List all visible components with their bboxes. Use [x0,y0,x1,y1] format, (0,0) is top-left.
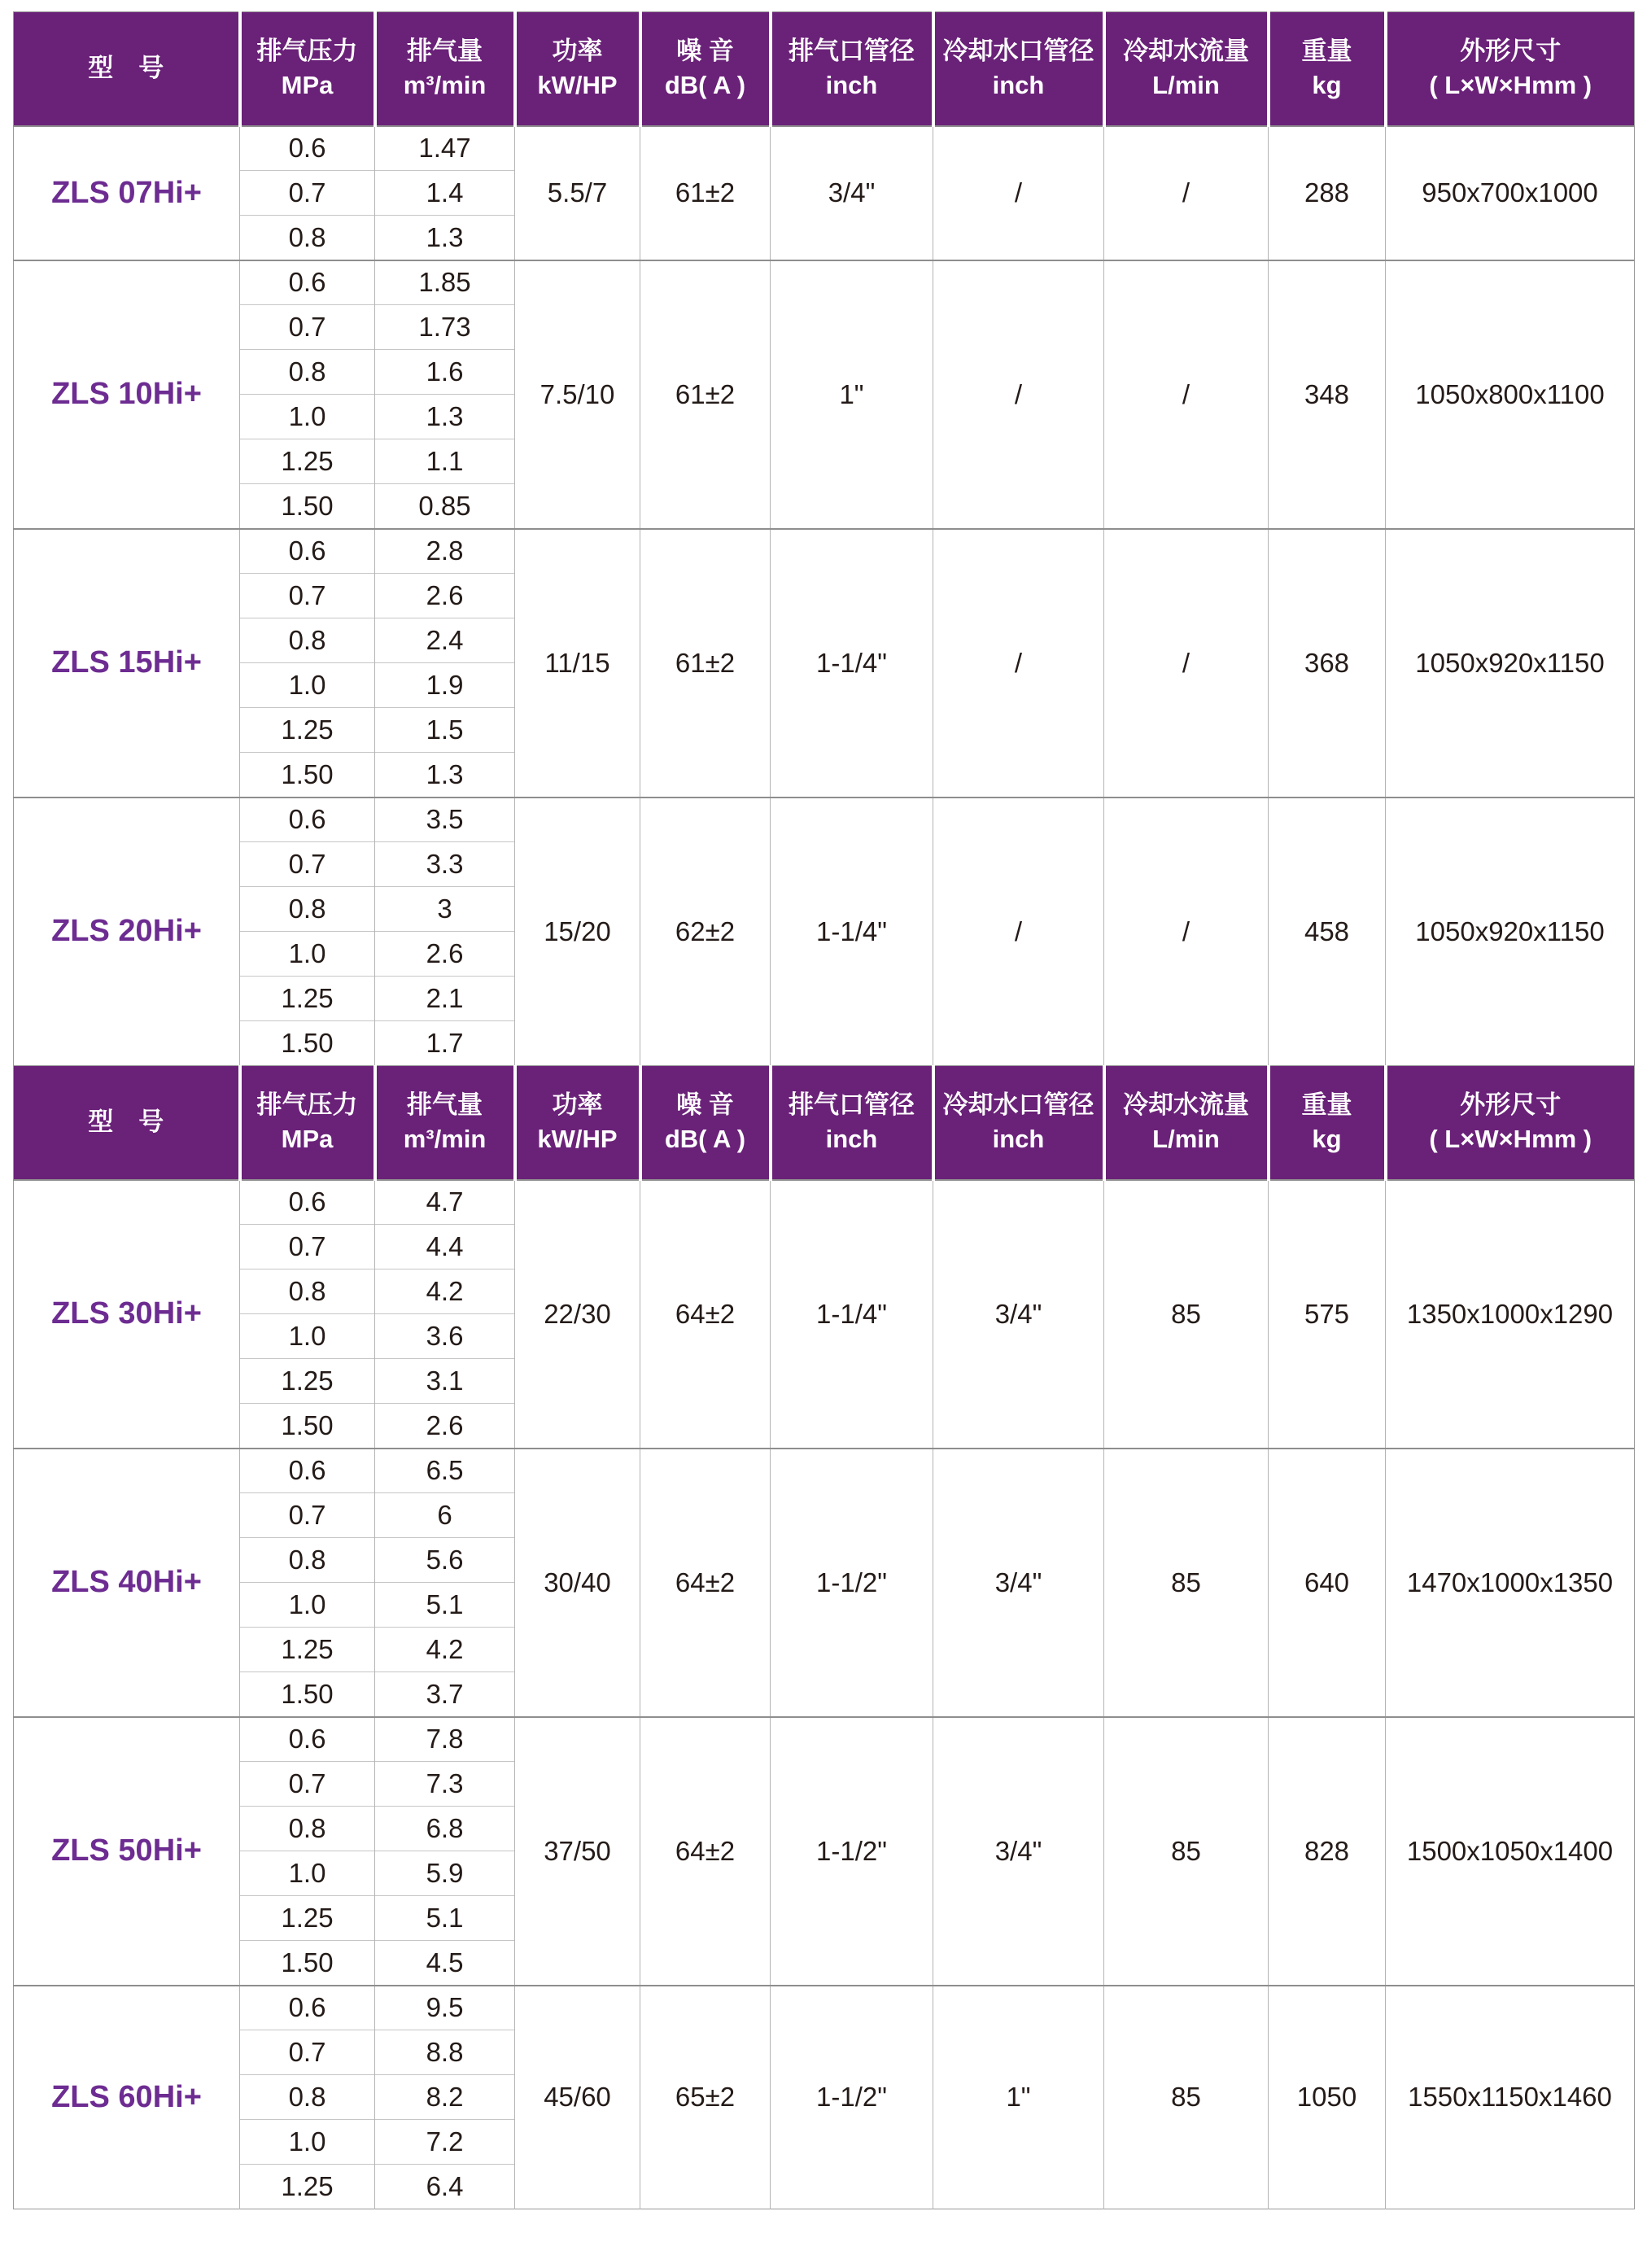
volume-value: 6.4 [375,2165,515,2209]
header-dimensions [1386,12,1635,126]
pressure-value: 0.7 [240,305,375,350]
pressure-value: 0.8 [240,1807,375,1851]
header-model [14,1066,240,1180]
noise-value: 61±2 [640,126,771,260]
volume-value: 2.8 [375,529,515,574]
noise-value: 61±2 [640,260,771,529]
header-pressure [240,12,375,126]
header-coolant-port-unit: inch [992,1125,1045,1154]
pressure-value: 1.25 [240,708,375,753]
header-model-label: 型 号 [88,1108,164,1137]
table-row [14,260,1635,305]
pressure-value: 1.0 [240,1583,375,1628]
header-power-unit: kW/HP [537,71,618,100]
coolant-port-value: / [933,798,1104,1066]
header-coolant-flow-unit: L/min [1152,71,1220,100]
header-weight-unit: kg [1312,1125,1342,1154]
model-name: ZLS 40Hi+ [14,1449,240,1717]
coolant-flow-value: / [1104,798,1269,1066]
header-volume-unit: m³/min [403,1125,487,1154]
coolant-port-value: 3/4" [933,1449,1104,1717]
model-name: ZLS 30Hi+ [14,1180,240,1449]
table-row [14,798,1635,842]
weight-value: 368 [1269,529,1386,798]
pressure-value: 1.0 [240,1314,375,1359]
pressure-value: 0.8 [240,618,375,663]
header-pressure-unit: MPa [281,71,334,100]
volume-value: 6 [375,1493,515,1538]
volume-value: 3.5 [375,798,515,842]
dimensions-value: 950x700x1000 [1386,126,1635,260]
volume-value: 8.8 [375,2030,515,2075]
table-row [14,529,1635,574]
model-name: ZLS 50Hi+ [14,1717,240,1986]
power-value: 7.5/10 [515,260,640,529]
pressure-value: 1.25 [240,1628,375,1672]
noise-value: 65±2 [640,1986,771,2209]
power-value: 45/60 [515,1986,640,2209]
pressure-value: 0.6 [240,798,375,842]
volume-value: 7.8 [375,1717,515,1762]
spec-table [13,11,1635,2209]
volume-value: 1.6 [375,350,515,395]
pressure-value: 0.7 [240,1225,375,1269]
volume-value: 8.2 [375,2075,515,2120]
header-noise-unit: dB( A ) [664,71,746,100]
pressure-value: 0.8 [240,2075,375,2120]
header-power-title: 功率 [552,1090,603,1120]
pressure-value: 0.7 [240,171,375,216]
weight-value: 288 [1269,126,1386,260]
header-outlet-pipe-unit: inch [825,71,878,100]
header-coolant-port-title: 冷却水口管径 [942,37,1094,66]
model-name: ZLS 60Hi+ [14,1986,240,2209]
pressure-value: 1.0 [240,663,375,708]
table-row [14,126,1635,171]
header-coolant-flow-title: 冷却水流量 [1123,1090,1249,1120]
header-pressure-title: 排气压力 [256,1090,358,1120]
volume-value: 3.3 [375,842,515,887]
header-weight [1269,1066,1386,1180]
table-header-row [14,1066,1635,1180]
volume-value: 2.6 [375,932,515,977]
pressure-value: 1.50 [240,484,375,529]
header-power [515,1066,640,1180]
volume-value: 3.6 [375,1314,515,1359]
noise-value: 64±2 [640,1449,771,1717]
weight-value: 640 [1269,1449,1386,1717]
pressure-value: 1.25 [240,1359,375,1404]
volume-value: 4.2 [375,1269,515,1314]
pressure-value: 1.50 [240,1672,375,1717]
volume-value: 5.9 [375,1851,515,1896]
header-dimensions-title: 外形尺寸 [1460,37,1562,66]
pressure-value: 1.50 [240,1941,375,1986]
volume-value: 9.5 [375,1986,515,2030]
power-value: 5.5/7 [515,126,640,260]
pressure-value: 0.8 [240,216,375,260]
noise-value: 64±2 [640,1717,771,1986]
dimensions-value: 1350x1000x1290 [1386,1180,1635,1449]
outlet-pipe-value: 1-1/2" [771,1449,933,1717]
header-volume-title: 排气量 [407,1090,483,1120]
pressure-value: 1.0 [240,932,375,977]
pressure-value: 0.8 [240,1538,375,1583]
header-pressure-unit: MPa [281,1125,334,1154]
table-row [14,1986,1635,2030]
volume-value: 3.7 [375,1672,515,1717]
pressure-value: 0.6 [240,1180,375,1225]
header-dimensions-title: 外形尺寸 [1460,1090,1562,1120]
coolant-flow-value: 85 [1104,1986,1269,2209]
pressure-value: 1.0 [240,2120,375,2165]
volume-value: 1.85 [375,260,515,305]
pressure-value: 1.50 [240,1404,375,1449]
pressure-value: 0.6 [240,529,375,574]
noise-value: 64±2 [640,1180,771,1449]
volume-value: 4.2 [375,1628,515,1672]
pressure-value: 1.50 [240,753,375,798]
header-noise [640,1066,771,1180]
power-value: 37/50 [515,1717,640,1986]
header-pressure [240,1066,375,1180]
table-row [14,1449,1635,1493]
header-outlet-pipe [771,12,933,126]
pressure-value: 1.0 [240,1851,375,1896]
header-dimensions [1386,1066,1635,1180]
power-value: 30/40 [515,1449,640,1717]
volume-value: 2.1 [375,977,515,1021]
volume-value: 0.85 [375,484,515,529]
volume-value: 3 [375,887,515,932]
header-outlet-pipe-title: 排气口管径 [789,37,915,66]
pressure-value: 0.6 [240,126,375,171]
coolant-flow-value: 85 [1104,1449,1269,1717]
coolant-flow-value: / [1104,126,1269,260]
pressure-value: 0.7 [240,842,375,887]
model-name: ZLS 15Hi+ [14,529,240,798]
header-coolant-port [933,12,1104,126]
pressure-value: 0.8 [240,1269,375,1314]
pressure-value: 1.0 [240,395,375,439]
outlet-pipe-value: 1-1/4" [771,529,933,798]
volume-value: 1.3 [375,753,515,798]
pressure-value: 0.8 [240,350,375,395]
weight-value: 1050 [1269,1986,1386,2209]
coolant-port-value: / [933,260,1104,529]
header-dimensions-unit: ( L×W×Hmm ) [1429,71,1592,100]
volume-value: 7.2 [375,2120,515,2165]
pressure-value: 0.7 [240,1493,375,1538]
header-pressure-title: 排气压力 [256,37,358,66]
power-value: 11/15 [515,529,640,798]
outlet-pipe-value: 1-1/4" [771,798,933,1066]
header-dimensions-unit: ( L×W×Hmm ) [1429,1125,1592,1154]
dimensions-value: 1470x1000x1350 [1386,1449,1635,1717]
model-name: ZLS 20Hi+ [14,798,240,1066]
volume-value: 4.5 [375,1941,515,1986]
outlet-pipe-value: 1-1/2" [771,1986,933,2209]
header-volume [375,12,515,126]
volume-value: 5.1 [375,1583,515,1628]
pressure-value: 1.25 [240,1896,375,1941]
weight-value: 575 [1269,1180,1386,1449]
weight-value: 458 [1269,798,1386,1066]
dimensions-value: 1550x1150x1460 [1386,1986,1635,2209]
coolant-port-value: 3/4" [933,1717,1104,1986]
header-coolant-port-unit: inch [992,71,1045,100]
header-coolant-flow [1104,1066,1269,1180]
dimensions-value: 1050x800x1100 [1386,260,1635,529]
pressure-value: 0.7 [240,574,375,618]
table-row [14,1180,1635,1225]
volume-value: 1.47 [375,126,515,171]
volume-value: 1.9 [375,663,515,708]
coolant-port-value: / [933,529,1104,798]
noise-value: 61±2 [640,529,771,798]
outlet-pipe-value: 1" [771,260,933,529]
table-header-row [14,12,1635,126]
header-weight-title: 重量 [1301,37,1352,66]
header-noise-unit: dB( A ) [664,1125,746,1154]
outlet-pipe-value: 1-1/2" [771,1717,933,1986]
pressure-value: 1.50 [240,1021,375,1066]
volume-value: 1.1 [375,439,515,484]
header-weight [1269,12,1386,126]
volume-value: 2.6 [375,1404,515,1449]
power-value: 15/20 [515,798,640,1066]
power-value: 22/30 [515,1180,640,1449]
header-noise-title: 噪 音 [676,37,734,66]
header-model-label: 型 号 [88,54,164,83]
pressure-value: 1.25 [240,439,375,484]
header-coolant-flow [1104,12,1269,126]
header-coolant-port [933,1066,1104,1180]
coolant-flow-value: 85 [1104,1180,1269,1449]
header-weight-unit: kg [1312,71,1342,100]
model-name: ZLS 07Hi+ [14,126,240,260]
pressure-value: 0.6 [240,1449,375,1493]
coolant-flow-value: 85 [1104,1717,1269,1986]
header-volume [375,1066,515,1180]
pressure-value: 1.25 [240,2165,375,2209]
header-weight-title: 重量 [1301,1090,1352,1120]
volume-value: 4.4 [375,1225,515,1269]
pressure-value: 0.6 [240,260,375,305]
header-noise [640,12,771,126]
pressure-value: 1.25 [240,977,375,1021]
dimensions-value: 1050x920x1150 [1386,529,1635,798]
header-model [14,12,240,126]
coolant-flow-value: / [1104,529,1269,798]
pressure-value: 0.7 [240,1762,375,1807]
volume-value: 1.3 [375,395,515,439]
volume-value: 1.3 [375,216,515,260]
volume-value: 1.5 [375,708,515,753]
coolant-port-value: / [933,126,1104,260]
coolant-flow-value: / [1104,260,1269,529]
volume-value: 4.7 [375,1180,515,1225]
outlet-pipe-value: 1-1/4" [771,1180,933,1449]
volume-value: 7.3 [375,1762,515,1807]
coolant-port-value: 3/4" [933,1180,1104,1449]
header-volume-unit: m³/min [403,71,487,100]
dimensions-value: 1050x920x1150 [1386,798,1635,1066]
pressure-value: 0.6 [240,1717,375,1762]
header-outlet-pipe-title: 排气口管径 [789,1090,915,1120]
volume-value: 1.4 [375,171,515,216]
header-outlet-pipe-unit: inch [825,1125,878,1154]
outlet-pipe-value: 3/4" [771,126,933,260]
weight-value: 828 [1269,1717,1386,1986]
header-power-title: 功率 [552,37,603,66]
volume-value: 2.4 [375,618,515,663]
volume-value: 5.1 [375,1896,515,1941]
header-coolant-flow-unit: L/min [1152,1125,1220,1154]
pressure-value: 0.7 [240,2030,375,2075]
volume-value: 6.8 [375,1807,515,1851]
header-noise-title: 噪 音 [676,1090,734,1120]
table-row [14,1717,1635,1762]
volume-value: 1.7 [375,1021,515,1066]
header-power [515,12,640,126]
weight-value: 348 [1269,260,1386,529]
volume-value: 1.73 [375,305,515,350]
header-power-unit: kW/HP [537,1125,618,1154]
model-name: ZLS 10Hi+ [14,260,240,529]
volume-value: 5.6 [375,1538,515,1583]
coolant-port-value: 1" [933,1986,1104,2209]
header-coolant-port-title: 冷却水口管径 [942,1090,1094,1120]
header-outlet-pipe [771,1066,933,1180]
pressure-value: 0.8 [240,887,375,932]
volume-value: 6.5 [375,1449,515,1493]
dimensions-value: 1500x1050x1400 [1386,1717,1635,1986]
volume-value: 3.1 [375,1359,515,1404]
volume-value: 2.6 [375,574,515,618]
pressure-value: 0.6 [240,1986,375,2030]
header-coolant-flow-title: 冷却水流量 [1123,37,1249,66]
header-volume-title: 排气量 [407,37,483,66]
noise-value: 62±2 [640,798,771,1066]
